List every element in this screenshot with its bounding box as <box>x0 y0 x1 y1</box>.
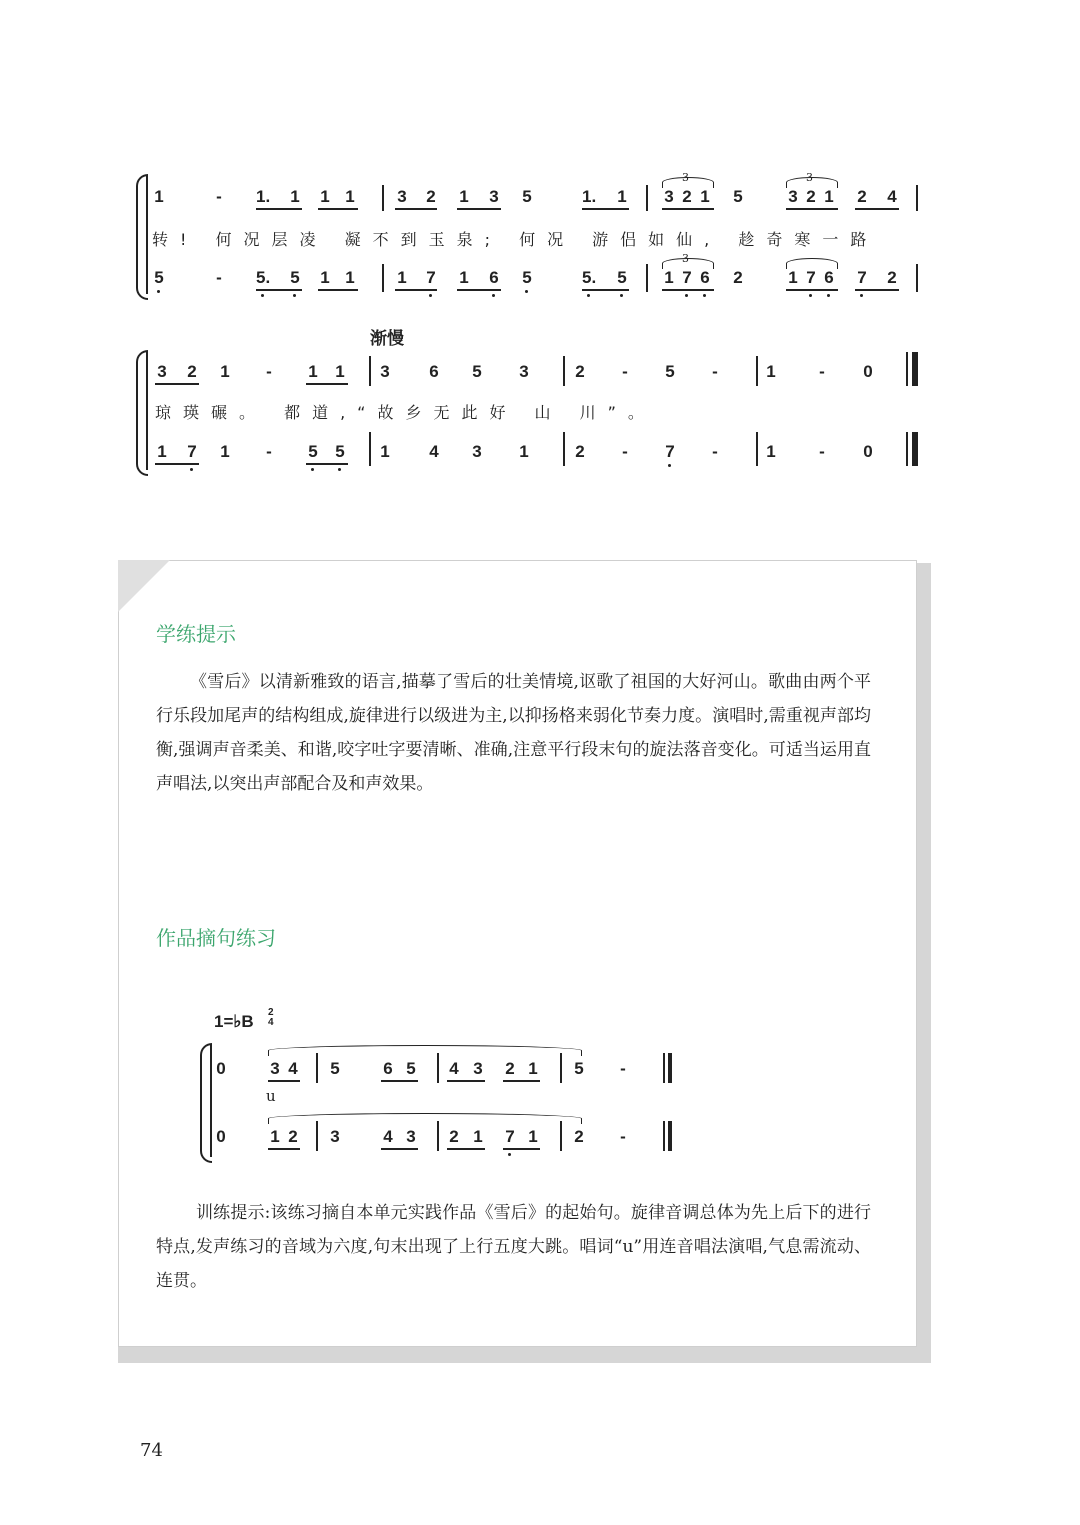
note: - <box>712 362 718 381</box>
note: 3 <box>157 362 167 381</box>
note: 1 <box>459 268 469 287</box>
lyrics-line-1: 转! 何况层凌 凝不到玉泉; 何况 游侣如仙, 趁奇寒一路 <box>152 230 879 249</box>
score1-top-row <box>130 171 930 221</box>
note: 1 <box>154 187 164 206</box>
note: 2 <box>426 187 436 206</box>
note: 2 <box>806 187 816 206</box>
note: 5 <box>406 1059 416 1078</box>
time-signature <box>268 1008 274 1028</box>
note: 4 <box>887 187 897 206</box>
page-corner-fold <box>118 560 170 612</box>
note: 7 <box>187 442 197 461</box>
note: 4 <box>449 1059 459 1078</box>
note: 1 <box>766 362 776 381</box>
note: 1 <box>519 442 529 461</box>
note: 2 <box>187 362 197 381</box>
note: 6 <box>700 268 710 287</box>
note: 1 <box>270 1127 280 1146</box>
note: 1 <box>335 362 345 381</box>
score-system-1 <box>130 172 930 302</box>
score1-bottom-row <box>130 252 930 302</box>
note: 5 <box>574 1059 584 1078</box>
excerpt-heading: 作品摘句练习 <box>156 926 276 950</box>
note: - <box>819 442 825 461</box>
note: 5 <box>154 268 164 287</box>
triplet-mark: 3 <box>682 171 689 184</box>
note: 1 <box>290 187 300 206</box>
note: 7 <box>505 1127 515 1146</box>
note: 7 <box>426 268 436 287</box>
note: 0 <box>863 362 873 381</box>
note: 4 <box>429 442 439 461</box>
note: 5 <box>617 268 627 287</box>
note: 5 <box>472 362 482 381</box>
note: 3 <box>380 362 390 381</box>
note: 5 <box>335 442 345 461</box>
excerpt-score <box>198 1043 688 1163</box>
lyrics-line-2: 琼瑛碾。 都道,“故乡无此好 山 川”。 <box>155 403 656 422</box>
triplet-mark: 3 <box>806 171 813 184</box>
excerpt-bottom-row <box>198 1127 688 1161</box>
tempo-marking: 渐慢 <box>370 329 404 349</box>
note: 5 <box>330 1059 340 1078</box>
note: 0 <box>216 1127 226 1146</box>
note: 6 <box>824 268 834 287</box>
note: 1. <box>582 187 597 206</box>
note: - <box>622 442 628 461</box>
note: 6 <box>429 362 439 381</box>
note: 1 <box>380 442 390 461</box>
note: - <box>266 442 272 461</box>
note: 5. <box>256 268 271 287</box>
note: 1 <box>664 268 674 287</box>
note: 1 <box>528 1127 538 1146</box>
note: 4 <box>383 1127 393 1146</box>
note: 2 <box>575 362 585 381</box>
page-number: 74 <box>140 1440 163 1461</box>
note: 3 <box>406 1127 416 1146</box>
note: 1. <box>256 187 271 206</box>
note: 2 <box>887 268 897 287</box>
note: 3 <box>489 187 499 206</box>
note: 5 <box>665 362 675 381</box>
note: 3 <box>330 1127 340 1146</box>
triplet-mark: 3 <box>682 252 689 265</box>
note: 1 <box>345 187 355 206</box>
note: 3 <box>788 187 798 206</box>
note: 7 <box>682 268 692 287</box>
note: 2 <box>574 1127 584 1146</box>
note: 3 <box>519 362 529 381</box>
note: - <box>266 362 272 381</box>
note: 1 <box>220 442 230 461</box>
vowel-label: u <box>266 1087 276 1105</box>
note: 2 <box>575 442 585 461</box>
note: 7 <box>806 268 816 287</box>
note: 0 <box>863 442 873 461</box>
note: 1 <box>700 187 710 206</box>
note: - <box>620 1127 626 1146</box>
note: - <box>819 362 825 381</box>
note: - <box>622 362 628 381</box>
score-system-2 <box>130 350 930 475</box>
note: 3 <box>472 442 482 461</box>
note: 1 <box>824 187 834 206</box>
note: 1 <box>459 187 469 206</box>
note: - <box>712 442 718 461</box>
note: 2 <box>733 268 743 287</box>
time-bottom: 4 <box>268 1017 274 1028</box>
note: 5 <box>522 268 532 287</box>
note: 0 <box>216 1059 226 1078</box>
note: 1 <box>528 1059 538 1078</box>
note: 3 <box>270 1059 280 1078</box>
training-note: 训练提示:该练习摘自本单元实践作品《雪后》的起始句。旋律音调总体为先上后下的进行特点,发声练习的音域为六度,句末出现了上行五度大跳。唱词“u”用连音唱法演唱,气息需流动、连贯。 <box>156 1203 871 1291</box>
score2-bottom-row <box>130 442 930 476</box>
note: 1 <box>788 268 798 287</box>
tips-heading: 学练提示 <box>156 622 236 646</box>
note: 1 <box>157 442 167 461</box>
note: 1 <box>397 268 407 287</box>
note: 1 <box>766 442 776 461</box>
note: 5 <box>308 442 318 461</box>
note: 7 <box>857 268 867 287</box>
time-top: 2 <box>268 1007 274 1018</box>
key-signature: 1=♭B <box>214 1012 254 1031</box>
note: 2 <box>449 1127 459 1146</box>
note: 2 <box>857 187 867 206</box>
note: 4 <box>288 1059 298 1078</box>
note: 3 <box>473 1059 483 1078</box>
score2-top-row <box>130 362 930 396</box>
note: 2 <box>682 187 692 206</box>
note: 6 <box>383 1059 393 1078</box>
note: 1 <box>308 362 318 381</box>
note: 5 <box>733 187 743 206</box>
note: 1 <box>473 1127 483 1146</box>
note: - <box>216 187 222 206</box>
note: 2 <box>505 1059 515 1078</box>
note: - <box>216 268 222 287</box>
note: 3 <box>664 187 674 206</box>
note: 3 <box>397 187 407 206</box>
note: 5 <box>522 187 532 206</box>
note: - <box>620 1059 626 1078</box>
note: 1 <box>320 268 330 287</box>
note: 7 <box>665 442 675 461</box>
note: 1 <box>220 362 230 381</box>
note: 5 <box>290 268 300 287</box>
tips-paragraph: 《雪后》以清新雅致的语言,描摹了雪后的壮美情境,讴歌了祖国的大好河山。歌曲由两个平行乐段加尾声的结构组成,旋律进行以级进为主,以抑扬格来弱化节奏力度。演唱时,需重视声部均衡,强调声音柔美、和谐,咬字吐字要清晰、准确,注意平行段末句的旋法落音变化。可适当运用直声唱法,以突出声部配合及和声效果。 <box>156 672 871 794</box>
note: 1 <box>320 187 330 206</box>
note: 1 <box>617 187 627 206</box>
note: 2 <box>288 1127 298 1146</box>
note: 1 <box>345 268 355 287</box>
note: 6 <box>489 268 499 287</box>
note: 5. <box>582 268 597 287</box>
